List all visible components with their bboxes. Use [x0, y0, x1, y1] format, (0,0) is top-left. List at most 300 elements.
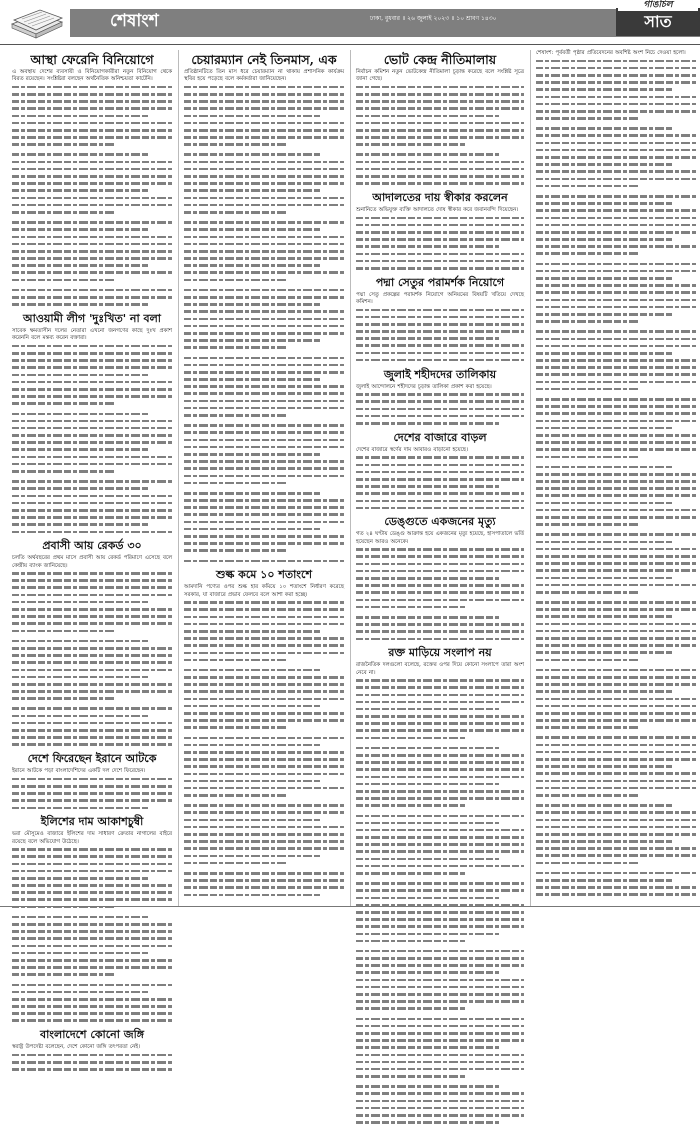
body-text-line [536, 93, 696, 100]
body-text-line [184, 233, 344, 240]
body-text-line [12, 882, 172, 889]
body-text-line [536, 884, 696, 891]
body-text-line [12, 492, 172, 499]
body-text-line [536, 463, 696, 470]
body-text-line [536, 649, 696, 656]
body-text-line [184, 134, 344, 141]
body-text-line [356, 180, 524, 187]
article-headline[interactable]: আদালতের দায় স্বীকার করলেন [372, 191, 508, 205]
body-text-line [12, 468, 172, 475]
body-text-line [356, 497, 524, 504]
body-text-line [536, 838, 696, 845]
article-headline[interactable]: জুলাই শহীদদের তালিকায় [383, 367, 497, 381]
masthead [0, 0, 700, 50]
body-text-line [536, 275, 696, 282]
article-block [12, 1028, 172, 1073]
body-text-line [184, 429, 344, 436]
body-text-line [356, 91, 524, 98]
article-headline[interactable]: আস্থা ফেরেনি বিনিয়োগে [30, 52, 154, 67]
body-text-line [536, 613, 696, 620]
body-text-line [536, 748, 696, 755]
body-text-line [356, 1015, 524, 1022]
body-text-line [184, 518, 344, 525]
article-block [356, 276, 524, 364]
body-text-line [184, 194, 344, 201]
body-text-line [356, 567, 524, 574]
article-lead: রাজনৈতিক দলগুলো বলেছে, রক্তের ওপর দিয়ে কোনো সংলাপে তারা অংশ নেবে না। [356, 662, 524, 676]
body-text-line [356, 405, 524, 412]
issue-date-line: ঢাকা, বুধবার ॥ ২৬ জুলাই ২০২৩ ॥ ১০ শ্রাবণ ১৪৩০ [370, 15, 497, 22]
body-text-line [12, 158, 172, 165]
body-text-line [536, 193, 696, 200]
body-text-line [12, 889, 172, 896]
body-text-line [356, 454, 524, 461]
body-text-line [536, 100, 696, 107]
body-text-line [12, 981, 172, 988]
body-text-line [536, 207, 696, 214]
body-text-line [536, 168, 696, 175]
body-text-line [12, 425, 172, 432]
body-text-line [184, 557, 344, 564]
body-text-line [356, 947, 524, 954]
body-text-line [536, 357, 696, 364]
body-text-line [12, 417, 172, 424]
body-text-line [356, 596, 524, 603]
body-text-line [184, 458, 344, 465]
body-text-line [536, 229, 696, 236]
body-text-line [356, 1022, 524, 1029]
body-text-line [12, 248, 172, 255]
body-text-line [12, 949, 172, 956]
body-text-line [184, 717, 344, 724]
article-lead: সাবেক ক্ষমতাসীন দলের নেতারা এখনো জনগণের কাছে দুঃখ প্রকাশ করেননি বলে মন্তব্য করেন বক্তারা। [12, 328, 172, 342]
body-text-line [184, 525, 344, 532]
body-text-line [184, 688, 344, 695]
article-headline[interactable]: ইলিশের দাম আকাশচুম্বী [40, 815, 144, 829]
article-block [12, 312, 172, 535]
body-text-line [536, 545, 696, 552]
article-headline[interactable]: বাংলাদেশে কোনো জঙ্গি [39, 1028, 145, 1042]
body-text-line [12, 521, 172, 528]
body-text-line [356, 83, 524, 90]
body-text-line [536, 891, 696, 898]
body-text-line [536, 816, 696, 823]
body-text-line [184, 451, 344, 458]
body-text-line [536, 267, 696, 274]
body-text-line [356, 173, 524, 180]
body-text-line [184, 422, 344, 429]
body-text-line [356, 744, 524, 751]
body-text-line [356, 112, 524, 119]
body-text-line [12, 577, 172, 584]
body-text-line [536, 567, 696, 574]
body-text-line [356, 752, 524, 759]
body-text-line [12, 1003, 172, 1010]
body-text-line [12, 727, 172, 734]
body-text-line [536, 108, 696, 115]
body-text-line [536, 64, 696, 71]
body-text-line [356, 766, 524, 773]
body-text-line [184, 635, 344, 642]
body-text-line [184, 628, 344, 635]
body-text-line [536, 802, 696, 809]
article-block [356, 368, 524, 427]
body-text-line [184, 656, 344, 663]
body-text-line [184, 158, 344, 165]
body-text-line [184, 240, 344, 247]
body-text-line [536, 666, 696, 673]
body-text-line [12, 91, 172, 98]
body-text-line [12, 712, 172, 719]
body-text-line [356, 553, 524, 560]
body-text-line [536, 702, 696, 709]
article-block [12, 539, 172, 748]
body-text-line [356, 321, 524, 328]
column-1 [12, 50, 172, 1051]
body-text-line [356, 250, 524, 257]
body-text-line [536, 777, 696, 784]
body-text-line [184, 330, 344, 337]
body-text-line [12, 688, 172, 695]
article-lead: শুনানিতে অভিযুক্ত ব্যক্তি আদালতে দোষ স্বীকার করে জবানবন্দি দিয়েছেন। [356, 207, 524, 214]
body-text-line [356, 214, 524, 221]
body-text-line [536, 439, 696, 446]
body-text-line [356, 165, 524, 172]
body-text-line [356, 802, 524, 809]
body-text-line [12, 1059, 172, 1066]
body-text-line [356, 998, 524, 1005]
body-text-line [536, 627, 696, 634]
body-text-line [184, 511, 344, 518]
body-text-line [536, 250, 696, 257]
body-text-line [356, 151, 524, 158]
body-text-line [356, 257, 524, 264]
body-text-line [536, 311, 696, 318]
body-text-line [184, 436, 344, 443]
body-text-line [536, 296, 696, 303]
body-text-line [184, 308, 344, 315]
header-rule [0, 44, 700, 45]
body-text-line [356, 236, 524, 243]
body-text-line [356, 1037, 524, 1044]
body-text-line [356, 788, 524, 795]
body-text-line [12, 988, 172, 995]
body-text-line [184, 141, 344, 148]
body-text-line [356, 870, 524, 877]
body-text-line [184, 443, 344, 450]
body-text-line [184, 777, 344, 784]
article-headline[interactable]: চেয়ারম্যান নেই তিনমাস, এক [191, 52, 337, 67]
body-text-line [12, 105, 172, 112]
body-text-line [356, 420, 524, 427]
body-text-line [184, 547, 344, 554]
body-text-line [536, 364, 696, 371]
body-text-line [184, 649, 344, 656]
body-text-line [356, 335, 524, 342]
body-text-line [536, 770, 696, 777]
body-text-line [12, 134, 172, 141]
body-text-line [536, 161, 696, 168]
body-text-line [12, 570, 172, 577]
column-3 [356, 50, 524, 906]
body-text-line [536, 72, 696, 79]
body-text-line [356, 759, 524, 766]
body-text-line [12, 357, 172, 364]
body-text-line [536, 57, 696, 64]
body-text-line [356, 909, 524, 916]
body-text-line [12, 734, 172, 741]
article-headline[interactable]: দেশের বাজারে বাড়ল [393, 430, 487, 444]
body-text-line [356, 306, 524, 313]
article-block [12, 815, 172, 1024]
body-text-line [356, 614, 524, 621]
body-text-line [536, 531, 696, 538]
body-text-line [184, 472, 344, 479]
body-text-line [12, 233, 172, 240]
body-text-line [12, 928, 172, 935]
body-text-line [356, 1104, 524, 1111]
body-text-line [184, 870, 344, 877]
body-text-line [536, 506, 696, 513]
body-text-line [12, 921, 172, 928]
body-text-line [356, 582, 524, 589]
body-text-line [184, 465, 344, 472]
body-text-line [356, 1058, 524, 1065]
body-text-line [184, 490, 344, 497]
body-text-line [12, 935, 172, 942]
body-text-line [536, 115, 696, 122]
article-block [356, 515, 524, 642]
body-text-line [536, 823, 696, 830]
body-text-line [12, 659, 172, 666]
body-text-line [536, 79, 696, 86]
body-text-line [184, 127, 344, 134]
body-text-line [536, 385, 696, 392]
article-lead: পদ্মা সেতু প্রকল্পের পরামর্শক নিয়োগে অনিয়মের বিষয়টি খতিয়ে দেখছে কমিশন। [356, 291, 524, 305]
body-text-line [184, 802, 344, 809]
body-text-line [356, 1044, 524, 1051]
body-text-line [12, 194, 172, 201]
article-block [12, 53, 172, 308]
body-text-line [356, 158, 524, 165]
body-text-line [356, 819, 524, 826]
body-text-line [536, 831, 696, 838]
body-text-line [184, 151, 344, 158]
body-text-line [356, 1030, 524, 1037]
page-number-label: সাত [616, 8, 700, 36]
body-text-line [356, 349, 524, 356]
body-text-line [12, 127, 172, 134]
body-text-line [184, 756, 344, 763]
body-text-line [536, 403, 696, 410]
body-text-line [536, 574, 696, 581]
article-headline[interactable]: পদ্মা সেতুর পরামর্শক নিয়োগে [375, 275, 505, 289]
article-lead: ভরা মৌসুমেও বাজারে ইলিশের দাম সাধারণ ক্রেতার নাগালের বাইরে রয়েছে বলে অভিযোগ উঠেছে। [12, 831, 172, 845]
body-text-line [356, 812, 524, 819]
body-text-line [12, 485, 172, 492]
body-text-line [536, 869, 696, 876]
body-text-line [12, 386, 172, 393]
body-text-line [184, 412, 344, 419]
body-text-line [356, 476, 524, 483]
column-divider [178, 50, 179, 906]
body-text-line [536, 809, 696, 816]
article-headline[interactable]: দেশে ফিরেছেন ইরানে আটকে [27, 752, 157, 766]
body-text-line [536, 499, 696, 506]
body-text-line [12, 378, 172, 385]
body-text-line [356, 826, 524, 833]
body-text-line [184, 322, 344, 329]
body-text-line [12, 410, 172, 417]
body-text-line [12, 83, 172, 90]
body-text-line [356, 119, 524, 126]
body-text-line [356, 398, 524, 405]
body-text-line [356, 621, 524, 628]
body-text-line [536, 756, 696, 763]
article-lead: গত ২৪ ঘণ্টায় ডেঙ্গু আক্রান্ত হয়ে একজনের মৃত্যু হয়েছে, হাসপাতালে ভর্তি হয়েছেন আরও অনেকে। [356, 531, 524, 545]
body-text-line [12, 112, 172, 119]
body-text-line [536, 734, 696, 741]
article-lead: শেষাংশ: পূর্ববর্তী পৃষ্ঠার প্রতিবেদনের অবশিষ্ট অংশ নিচে দেওয়া হলো। [536, 50, 696, 57]
body-text-line [12, 432, 172, 439]
body-text-line [12, 804, 172, 811]
body-text-line [12, 141, 172, 148]
body-text-line [536, 852, 696, 859]
body-text-line [12, 775, 172, 782]
body-text-line [12, 681, 172, 688]
body-text-line [536, 396, 696, 403]
body-text-line [356, 342, 524, 349]
body-text-line [356, 1112, 524, 1119]
body-text-line [356, 684, 524, 691]
body-text-line [536, 521, 696, 528]
body-text-line [536, 717, 696, 724]
body-text-line [184, 770, 344, 777]
body-text-line [356, 221, 524, 228]
body-text-line [536, 784, 696, 791]
body-text-line [536, 478, 696, 485]
body-text-line [184, 165, 344, 172]
body-text-line [184, 404, 344, 411]
article-block [356, 53, 524, 187]
body-text-line [356, 698, 524, 705]
body-text-line [536, 635, 696, 642]
body-text-line [356, 328, 524, 335]
body-text-line [536, 243, 696, 250]
body-text-line [184, 479, 344, 486]
body-text-line [12, 797, 172, 804]
body-text-line [356, 134, 524, 141]
body-text-line [356, 412, 524, 419]
body-text-line [12, 606, 172, 613]
body-text-line [536, 371, 696, 378]
body-text-line [536, 417, 696, 424]
body-text-line [184, 105, 344, 112]
body-text-line [12, 971, 172, 978]
body-text-line [356, 916, 524, 923]
body-text-line [184, 695, 344, 702]
body-text-line [356, 1119, 524, 1126]
body-text-line [536, 681, 696, 688]
body-text-line [184, 763, 344, 770]
body-text-line [12, 276, 172, 283]
body-text-line [184, 337, 344, 344]
body-text-line [12, 1051, 172, 1058]
column-divider [350, 50, 351, 906]
body-text-line [12, 393, 172, 400]
body-text-line [536, 424, 696, 431]
body-text-line [184, 226, 344, 233]
body-text-line [12, 446, 172, 453]
body-text-line [12, 269, 172, 276]
body-text-line [184, 383, 344, 390]
article-headline[interactable]: আওয়ামী লীগ 'দুঃখিত' না বলা [23, 312, 161, 326]
article-block [184, 568, 344, 898]
body-text-line [12, 240, 172, 247]
body-text-line [184, 361, 344, 368]
body-text-line [356, 713, 524, 720]
body-text-line [356, 1097, 524, 1104]
body-text-line [12, 613, 172, 620]
body-text-line [184, 877, 344, 884]
body-text-line [536, 125, 696, 132]
body-text-line [184, 749, 344, 756]
article-block [536, 50, 696, 898]
body-text-line [12, 180, 172, 187]
article-headline[interactable]: রক্ত মাড়িয়ে সংলাপ নয় [388, 646, 492, 660]
body-text-line [536, 328, 696, 335]
body-text-line [356, 98, 524, 105]
body-text-line [356, 677, 524, 684]
body-text-line [356, 1090, 524, 1097]
body-text-line [536, 289, 696, 296]
body-text-line [184, 710, 344, 717]
body-text-line [12, 1017, 172, 1024]
body-text-line [184, 269, 344, 276]
body-text-line [12, 783, 172, 790]
body-text-line [12, 627, 172, 634]
body-text-line [12, 262, 172, 269]
body-text-line [184, 702, 344, 709]
body-text-line [356, 862, 524, 869]
article-headline[interactable]: ভোট কেন্দ্র নীতিমালায় [383, 52, 497, 67]
article-lead: ইরানে আটকে পড়া বাংলাদেশিদের একটি দল দেশে ফিরেছেন। [12, 768, 172, 775]
body-text-line [356, 894, 524, 901]
body-text-line [12, 666, 172, 673]
article-headline[interactable]: প্রবাসী আয় রেকর্ড ৩০ [42, 539, 142, 553]
body-text-line [12, 584, 172, 591]
body-text-line [184, 262, 344, 269]
body-text-line [356, 727, 524, 734]
body-text-line [12, 846, 172, 853]
body-text-line [536, 606, 696, 613]
body-text-line [536, 214, 696, 221]
body-text-line [356, 976, 524, 983]
body-text-line [184, 201, 344, 208]
article-headline[interactable]: ডেঙ্গুতে একজনের মৃত্যু [384, 515, 496, 529]
body-text-line [12, 719, 172, 726]
body-text-line [356, 105, 524, 112]
article-block [356, 646, 524, 1126]
body-text-line [356, 773, 524, 780]
article-headline[interactable]: শুল্ক কমে ১০ শতাংশে [216, 568, 312, 582]
column-divider [530, 50, 531, 906]
body-text-line [184, 642, 344, 649]
body-text-line [536, 221, 696, 228]
body-text-line [12, 173, 172, 180]
body-text-line [356, 955, 524, 962]
body-text-line [184, 83, 344, 90]
